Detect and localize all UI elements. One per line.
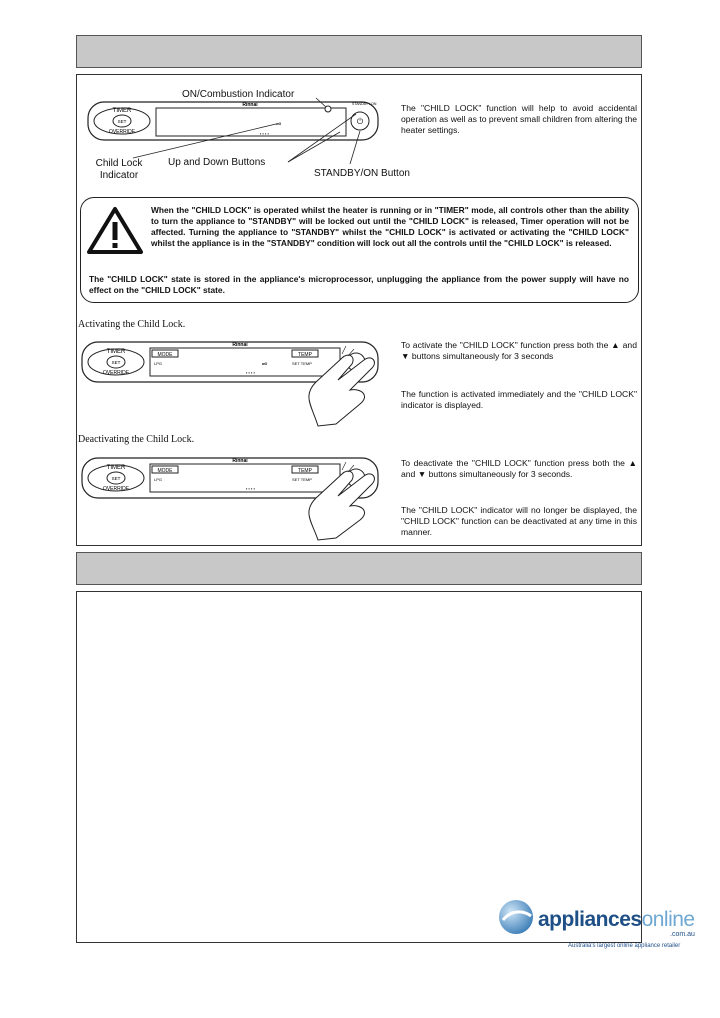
warning-box (80, 197, 639, 303)
svg-text:MODE: MODE (157, 352, 173, 358)
logo-tagline: Australia's largest online appliance retailer (568, 943, 681, 949)
deactivating-heading: Deactivating the Child Lock. (78, 434, 195, 445)
svg-text:⏻: ⏻ (356, 117, 364, 126)
activating-heading: Activating the Child Lock. (78, 319, 186, 330)
standby-on-button-label: STANDBY/ON Button (314, 168, 410, 179)
svg-text:Rinnai: Rinnai (232, 458, 248, 464)
svg-text:STANDBY / ON: STANDBY / ON (352, 102, 377, 106)
up-arrow-icon: ▲ (611, 340, 620, 350)
svg-text:▪ ▪ ▪ ▪: ▪ ▪ ▪ ▪ (260, 131, 270, 136)
svg-text:▪ ▪ ▪ ▪: ▪ ▪ ▪ ▪ (246, 486, 256, 491)
svg-text:ʷᴼ: ʷᴼ (276, 122, 282, 128)
warning-main-text: When the "CHILD LOCK" is operated whilst the heater is running or in "TIMER" mode, all controls other than the ability to turn the appliance to "STANDBY" will be locked out until the "CHILD LOCK" is released, Timer operation will not be affected. Turning the appliance to "STANDBY" whilst the "CHILD LOCK" is activated or activating the "CHILD LOCK" whilst the appliance is in the "STANDBY" condition will lock out all the controls until the "CHILD LOCK" is released. (151, 205, 629, 248)
warning-icon (87, 206, 143, 254)
deactivating-text-2: The "CHILD LOCK" indicator will no longer be displayed, the "CHILD LOCK" function can be deactivated at any time in this manner. (401, 505, 637, 537)
on-combustion-label: ON/Combustion Indicator (182, 89, 295, 100)
appliancesonline-logo: appliancesonline (538, 908, 695, 931)
empty-section-frame (76, 591, 642, 943)
activating-text-1: To activate the "CHILD LOCK" function press both the ▲ and ▼ buttons simultaneously for 3 seconds (401, 340, 637, 361)
activating-text-2: The function is activated immediately and the "CHILD LOCK" indicator is displayed. (401, 389, 637, 410)
svg-text:ʷᴼ: ʷᴼ (262, 362, 268, 368)
warning-storage-text: The "CHILD LOCK" state is stored in the appliance's microprocessor, unplugging the appliance from the power supply will have no effect on the "CHILD LOCK" state. (89, 274, 629, 295)
section-header-bar-1 (76, 35, 642, 68)
section-header-bar-2 (76, 552, 642, 585)
svg-text:SET: SET (117, 119, 127, 124)
svg-text:MODE: MODE (157, 468, 173, 474)
svg-text:LPG: LPG (154, 477, 163, 482)
svg-text:OVERRIDE: OVERRIDE (108, 129, 136, 135)
deactivating-panel-diagram (80, 452, 400, 542)
svg-text:TEMP: TEMP (298, 352, 312, 358)
down-arrow-icon: ▼ (417, 469, 427, 479)
svg-text:▪ ▪ ▪ ▪: ▪ ▪ ▪ ▪ (246, 370, 256, 375)
svg-text:SET TEMP: SET TEMP (292, 477, 312, 482)
svg-text:OVERRIDE: OVERRIDE (102, 486, 130, 492)
svg-text:TIMER: TIMER (106, 349, 126, 355)
display-window (156, 108, 346, 136)
child-lock-intro: The "CHILD LOCK" function will help to avoid accidental operation as well as to prevent small children from altering the heater settings. (401, 103, 637, 135)
svg-text:OVERRIDE: OVERRIDE (102, 370, 130, 376)
svg-text:SET: SET (111, 360, 121, 365)
up-arrow-icon: ▲ (628, 458, 638, 468)
svg-text:Rinnai: Rinnai (232, 342, 248, 348)
svg-text:SET: SET (111, 476, 121, 481)
down-arrow-icon: ▼ (401, 351, 410, 361)
timer-text: TIMER (112, 108, 132, 114)
appliancesonline-logo-icon (497, 898, 535, 936)
activating-panel-diagram (80, 336, 400, 432)
child-lock-indicator-label: Child Lock Indicator (95, 158, 143, 181)
svg-text:TIMER: TIMER (106, 465, 126, 471)
up-down-buttons-label: Up and Down Buttons (168, 157, 266, 168)
brand-logo: Rinnai (242, 102, 258, 108)
deactivating-text-1: To deactivate the "CHILD LOCK" function press both the ▲ and ▼ buttons simultaneously for 3 seconds. (401, 458, 638, 479)
svg-text:SET TEMP: SET TEMP (292, 361, 312, 366)
logo-domain: .com.au (670, 931, 695, 938)
svg-text:LPG: LPG (154, 361, 163, 366)
svg-text:TEMP: TEMP (298, 468, 312, 474)
